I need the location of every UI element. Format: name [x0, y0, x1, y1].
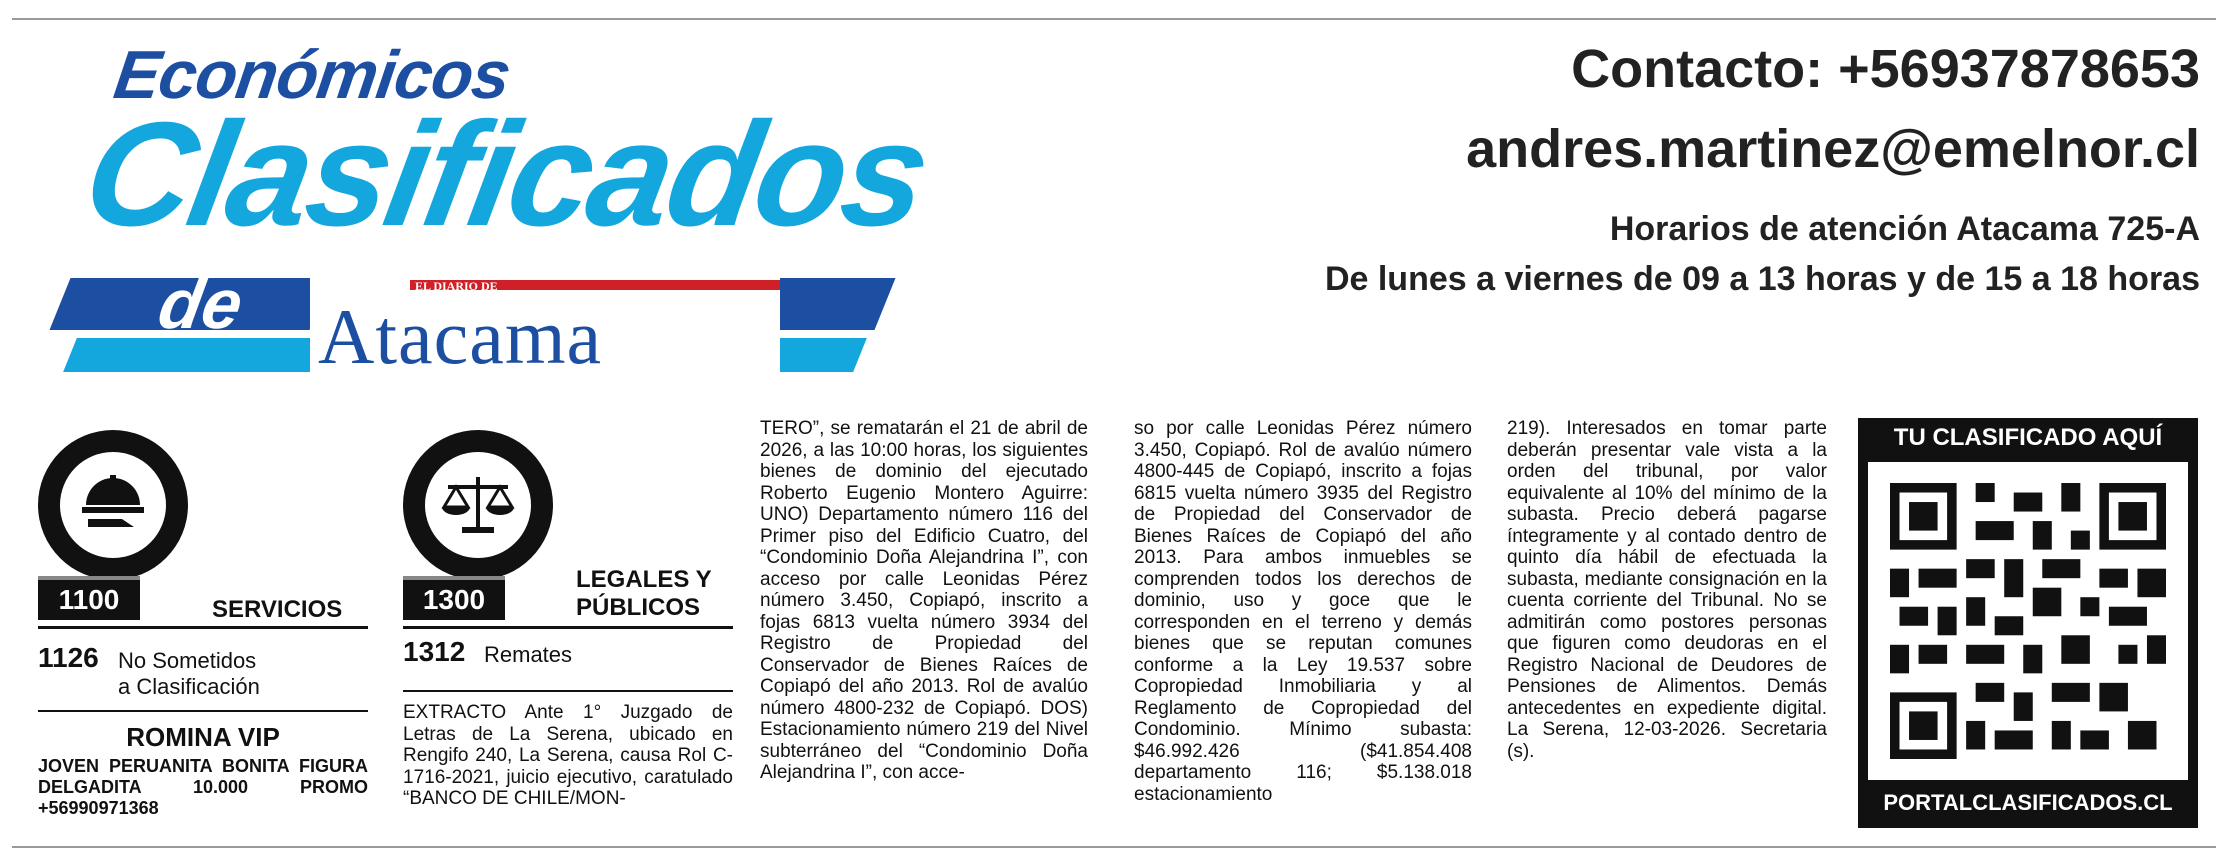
clasificados-logo	[60, 30, 939, 380]
legal-notice-column-4: 219). Interesados en tomar parte deberán presentar vale vista a la orden del tribunal, por valor equivalente al 10% del mínimo de la subasta. Precio deberá pagarse íntegramente y al contado dentro de quinto día hábil de efectuada la subasta, mediante consignación en la cuenta corriente del Tribunal. No se admitirán como postores personas que figuren como deudoras en el Registro Nacional de Deudores de Pensiones de Alimentos. Demás antecedentes en expediente digital. La Serena, 12-03-2026. Secretaria (s).	[1507, 418, 1827, 762]
hours-line-2: De lunes a viernes de 09 a 13 horas y de 15 a 18 horas	[1324, 260, 2200, 298]
subcategory-code-1126: 1126	[38, 642, 99, 673]
service-bell-icon	[38, 430, 188, 580]
contact-email: andres.martinez@emelnor.cl	[1466, 119, 2200, 179]
legal-notice-column-2: TERO”, se rematarán el 21 de abril de 2026, a las 10:00 horas, los siguientes bienes de dominio del ejecutado Roberto Eugenio Montero Aguirre: UNO) Departamento número 116 del Primer piso del Edificio Cuatro, del “Condominio Doña Alejandrina I”, con acceso por calle Leonidas Pérez número 3.450, Copiapó, inscrito a fojas 6813 vuelta número 3934 del Registro de Propiedad del Conservador de Bienes Raíces de Copiapó del año 2013. Rol de avalúo número 4800-232 de Copiapó. DOS) Estacionamiento número 219 del Nivel subterráneo del “Condominio Doña Alejandrina I”, con acce-	[760, 418, 1088, 783]
category-divider	[403, 626, 733, 629]
hours-line-1: Horarios de atención Atacama 725-A	[1609, 210, 2200, 248]
scales-icon	[403, 430, 553, 580]
category-name-legales: LEGALES Y	[576, 566, 712, 593]
legal-notice-column-1: EXTRACTO Ante 1° Juzgado de Letras de La Serena, ubicado en Rengifo 240, La Serena, causa Rol C-1716-2021, juicio ejecutivo, caratulado “BANCO DE CHILE/MON-	[403, 702, 733, 809]
logo-el-diario: EL DIARIO DE	[415, 279, 498, 293]
category-code-1300: 1300	[403, 576, 505, 620]
top-rule	[12, 18, 2216, 20]
contact-phone: Contacto: +56937878653	[1571, 39, 2200, 99]
subcategory-label: Remates	[484, 642, 573, 667]
subcategory-label: a Clasificación	[118, 674, 260, 699]
logo-economicos: Económicos	[109, 37, 515, 113]
ad-text: JOVEN PERUANITA BONITA FIGURA DELGADITA 10.000 PROMO +56990971368	[38, 756, 368, 818]
category-name-servicios: SERVICIOS	[212, 596, 343, 623]
qr-code[interactable]	[1868, 462, 2188, 780]
qr-title: TU CLASIFICADO AQUÍ	[1893, 424, 2163, 451]
category-divider	[38, 626, 368, 629]
qr-box	[1858, 418, 2198, 828]
subcategory-label: No Sometidos	[118, 648, 257, 673]
logo-atacama: Atacama	[318, 293, 603, 380]
category-code-1100: 1100	[38, 576, 140, 620]
subcategory-code-1312: 1312	[403, 636, 466, 667]
category-name-publicos: PÚBLICOS	[576, 594, 701, 621]
ad-title: ROMINA VIP	[126, 722, 280, 752]
logo-de: de	[153, 265, 249, 343]
ad-divider	[403, 690, 733, 692]
qr-code-icon	[1890, 476, 2166, 766]
logo-clasificados: Clasificados	[73, 92, 939, 257]
ad-divider	[38, 710, 368, 712]
qr-footer-url[interactable]: PORTALCLASIFICADOS.CL	[1883, 790, 2173, 815]
legal-notice-column-3: so por calle Leonidas Pérez número 3.450, Copiapó. Rol de avalúo número 4800-445 de Copiapó, inscrito a fojas 6815 vuelta número 3935 del Registro de Propiedad del Conservador de Bienes Raíces de Copiapó del año 2013. Para ambos inmuebles se comprenden todos los derechos de dominio, uso y goce que le corresponden en el terreno y demás bienes que se reputan comunes conforme a la Ley 19.537 sobre Copropiedad Inmobiliaria y al Reglamento de Copropiedad del Condominio. Mínimo subasta: $46.992.426 ($41.854.408 departamento 116; $5.138.018 estacionamiento	[1134, 418, 1472, 805]
bottom-rule	[12, 846, 2216, 848]
